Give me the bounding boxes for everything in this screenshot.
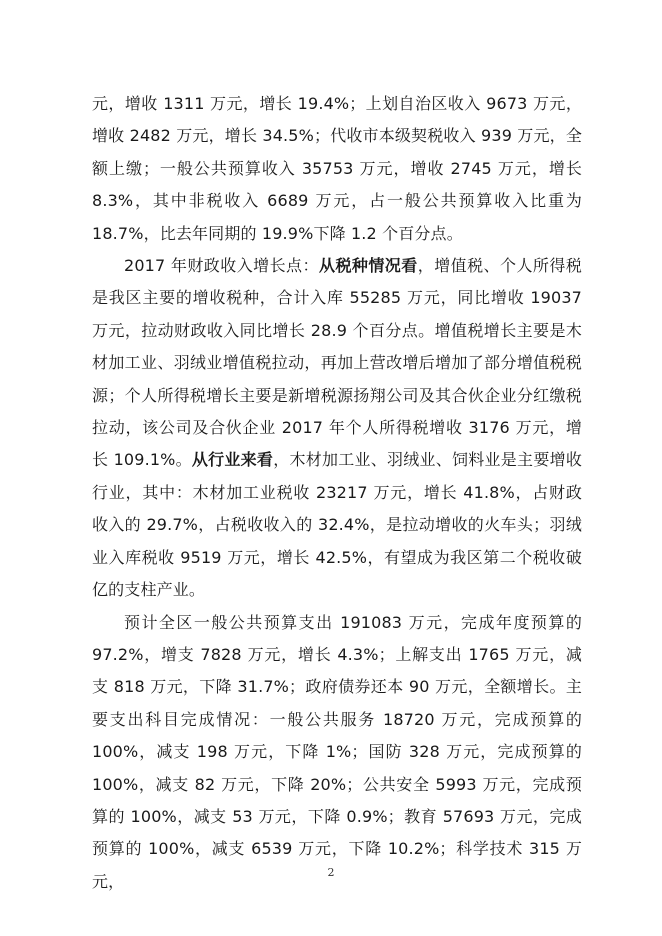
- paragraph-expenditure: [92, 607, 582, 899]
- paragraph-text: 2017 年财政收入增长点：: [124, 256, 319, 276]
- paragraph-revenue-growth-points: [92, 250, 582, 606]
- paragraph-text: 元，增收 1311 万元，增长 19.4%；上划自治区收入 9673 万元，增收 2482 万元，增长 34.5%；代收市本级契税收入 939 万元，全额上缴；一般公共预算收入 35753 万元，增收 2745 万元，增长 8.3%，其中非税收入 6689 万元，占一般公共预算收入比重为 18.7%，比去年同期的 19.9%下降 1.2 个百分点。: [92, 94, 582, 243]
- paragraph-revenue-summary: [92, 88, 582, 250]
- paragraph-text: ，增值税、个人所得税是我区主要的增收税种，合计入库 55285 万元，同比增收 19037 万元，拉动财政收入同比增长 28.9 个百分点。增值税增长主要是木材加工业、羽绒业增值税拉动，再加上营改增后增加了部分增值税税源；个人所得税增长主要是新增税源扬翔公司及其合伙企业分红缴税拉动，该公司及合伙企业 2017 年个人所得税增收 3176 万元，增长 109.1%。: [92, 256, 582, 470]
- paragraph-text: 预计全区一般公共预算支出 191083 万元，完成年度预算的 97.2%，增支 7828 万元，增长 4.3%；上解支出 1765 万元，减支 818 万元，下降 31.7%；政府债券还本 90 万元，全额增长。主要支出科目完成情况：一般公共服务 18720 万元，完成预算的 100%，减支 198 万元，下降 1%；国防 328 万元，完成预算的 100%，减支 82 万元，下降 20%；公共安全 5993 万元，完成预算的 100%，减支 53 万元，下降 0.9%；教育 57693 万元，完成预算的 100%，减支 6539 万元，下降 10.2%；科学技术 315 万元，: [92, 612, 582, 891]
- bold-heading-phrase: 从税种情况看: [318, 256, 418, 276]
- paragraph-text: ，木材加工业、羽绒业、饲料业是主要增收行业，其中：木材加工业税收 23217 万元，增长 41.8%，占财政收入的 29.7%，占税收收入的 32.4%，是拉动增收的火车头；羽绒业入库税收 9519 万元，增长 42.5%，有望成为我区第二个税收破亿的支柱产业。: [92, 450, 582, 600]
- page-number: 2: [327, 866, 335, 879]
- bold-heading-phrase: 从行业来看: [191, 450, 274, 470]
- document-body: [92, 88, 582, 898]
